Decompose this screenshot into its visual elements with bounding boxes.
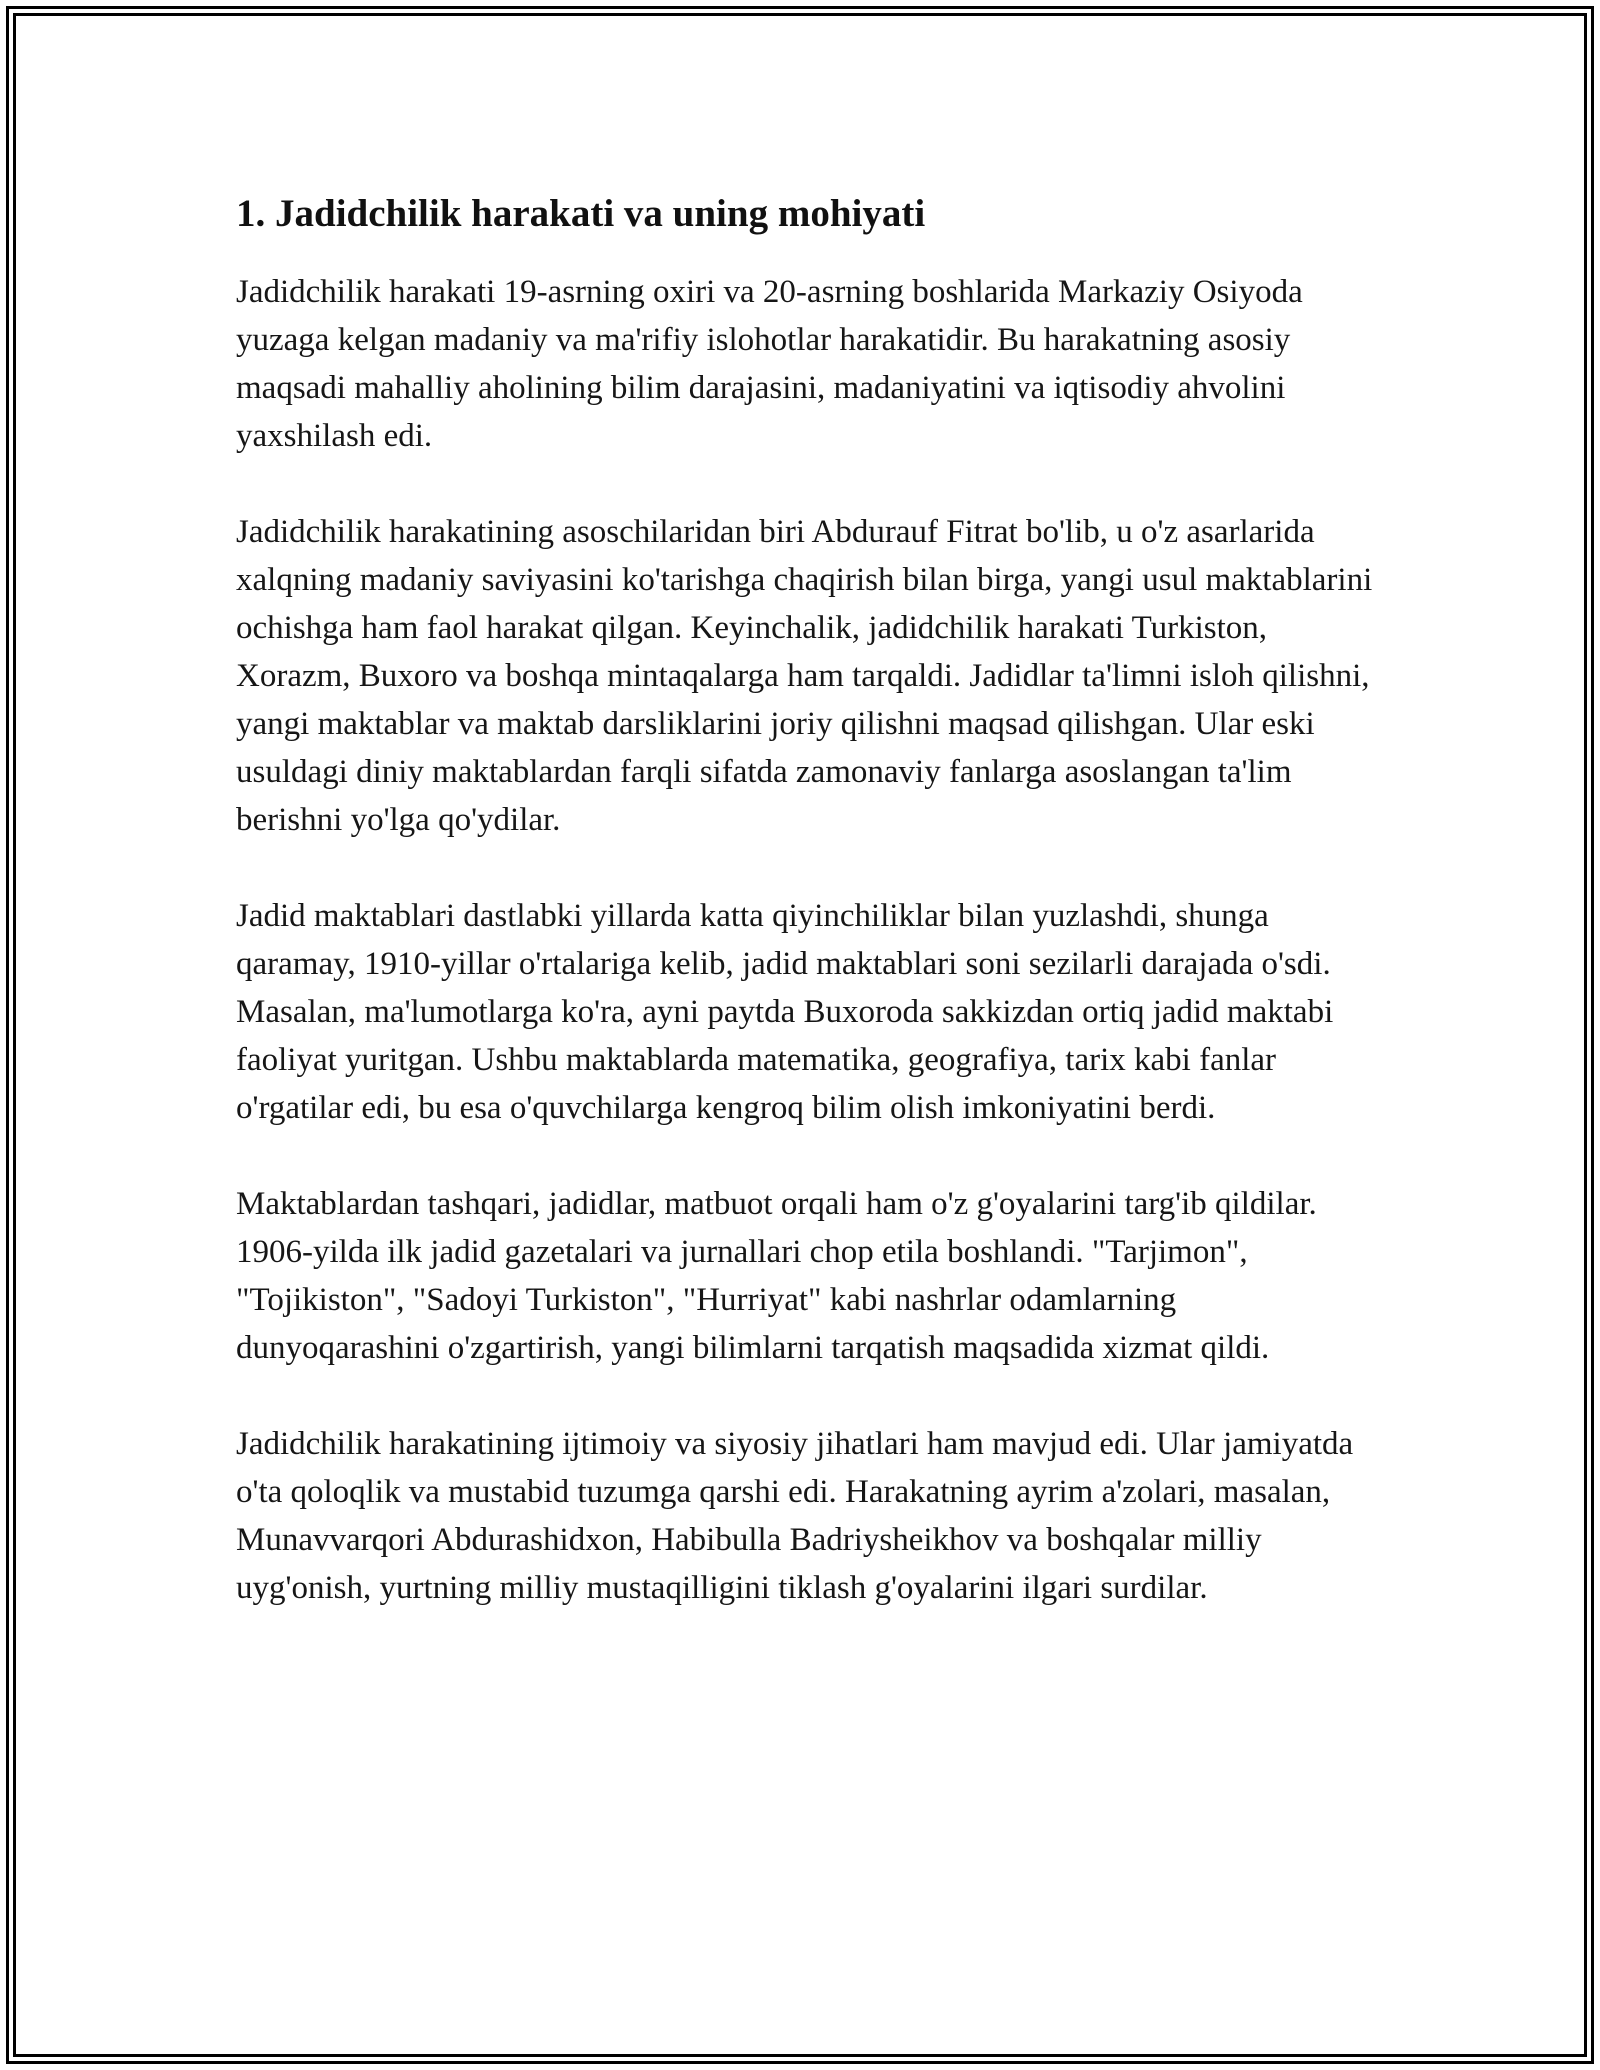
document-body bbox=[236, 190, 1376, 1660]
paragraph-1: Jadidchilik harakati 19-asrning oxiri va 20-asrning boshlarida Markaziy Osiyoda yuzaga kelgan madaniy va ma'rifiy islohotlar harakatidir. Bu harakatning asosiy maqsadi mahalliy aholining bilim darajasini, madaniyatini va iqtisodiy ahvolini yaxshilash edi. bbox=[236, 274, 1303, 454]
section-title: 1. Jadidchilik harakati va uning mohiyati bbox=[236, 192, 926, 235]
paragraph-4: Maktablardan tashqari, jadidlar, matbuot orqali ham o'z g'oyalarini targ'ib qildilar. 1906-yilda ilk jadid gazetalari va jurnallari chop etila boshlandi. "Tarjimon", "Tojikiston", "Sadoyi Turkiston", "Hurriyat" kabi nashrlar odamlarning dunyoqarashini o'zgartirish, yangi bilimlarni tarqatish maqsadida xizmat qildi. bbox=[236, 1186, 1317, 1366]
paragraph-2: Jadidchilik harakatining asoschilaridan biri Abdurauf Fitrat bo'lib, u o'z asarlarida xalqning madaniy saviyasini ko'tarishga chaqirish bilan birga, yangi usul maktablarini ochishga ham faol harakat qilgan. Keyinchalik, jadidchilik harakati Turkiston, Xorazm, Buxoro va boshqa mintaqalarga ham tarqaldi. Jadidlar ta'limni isloh qilishni, yangi maktablar va maktab darsliklarini joriy qilishni maqsad qilishgan. Ular eski usuldagi diniy maktablardan farqli sifatda zamonaviy fanlarga asoslangan ta'lim berishni yo'lga qo'ydilar. bbox=[236, 514, 1373, 838]
paragraph-5: Jadidchilik harakatining ijtimoiy va siyosiy jihatlari ham mavjud edi. Ular jamiyatda o'ta qoloqlik va mustabid tuzumga qarshi edi. Harakatning ayrim a'zolari, masalan, Munavvarqori Abdurashidxon, Habibulla Badriysheikhov va boshqalar milliy uyg'onish, yurtning milliy mustaqilligini tiklash g'oyalarini ilgari surdilar. bbox=[236, 1426, 1354, 1606]
paragraph-3: Jadid maktablari dastlabki yillarda katta qiyinchiliklar bilan yuzlashdi, shunga qaramay, 1910-yillar o'rtalariga kelib, jadid maktablari soni sezilarli darajada o'sdi. Masalan, ma'lumotlarga ko'ra, ayni paytda Buxoroda sakkizdan ortiq jadid maktabi faoliyat yuritgan. Ushbu maktablarda matematika, geografiya, tarix kabi fanlar o'rgatilar edi, bu esa o'quvchilarga kengroq bilim olish imkoniyatini berdi. bbox=[236, 898, 1334, 1126]
